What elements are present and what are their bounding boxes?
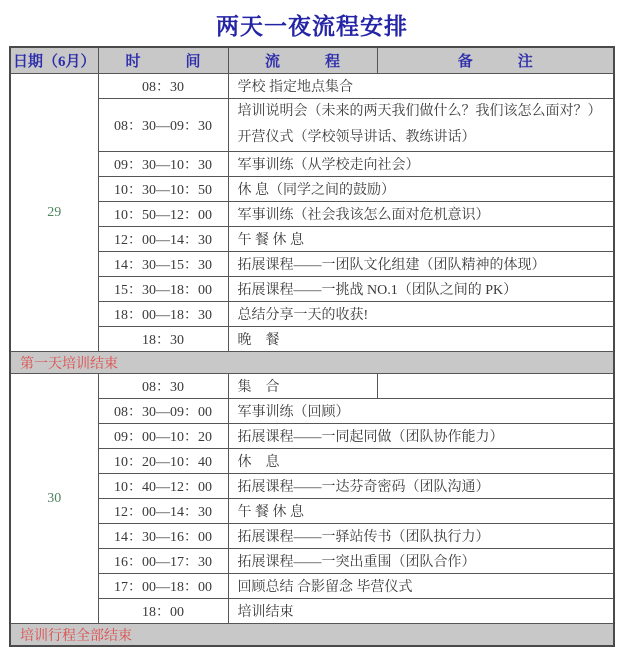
process-cell: 午 餐 休 息: [228, 499, 614, 524]
time-cell: 15：30—18：00: [98, 277, 228, 302]
time-cell: 17：00—18：00: [98, 574, 228, 599]
process-cell: 拓展课程——一驿站传书（团队执行力）: [228, 524, 614, 549]
process-cell: 军事训练（从学校走向社会）: [228, 152, 614, 177]
header-time: 时 间: [98, 47, 228, 74]
time-cell: 10：50—12：00: [98, 202, 228, 227]
time-cell: 09：00—10：20: [98, 424, 228, 449]
schedule-row: [10, 327, 614, 352]
date-cell-day2: 30: [10, 374, 98, 624]
time-cell: 08：30: [98, 74, 228, 99]
band-text: 培训行程全部结束: [10, 624, 614, 647]
process-cell: 培训结束: [228, 599, 614, 624]
process-line-1: 培训说明会（未来的两天我们做什么？我们该怎么面对？）: [237, 104, 602, 119]
schedule-table: [9, 46, 615, 647]
time-cell: 12：00—14：30: [98, 499, 228, 524]
schedule-row: [10, 74, 614, 99]
header-date: 日期（6月）: [10, 47, 98, 74]
day1-end-band: [10, 352, 614, 374]
band-text: 第一天培训结束: [10, 352, 614, 374]
time-cell: 14：30—15：30: [98, 252, 228, 277]
page-title: 两天一夜流程安排: [216, 14, 408, 39]
schedule-row: [10, 302, 614, 327]
time-cell: 10：40—12：00: [98, 474, 228, 499]
process-cell: 拓展课程——一同起同做（团队协作能力）: [228, 424, 614, 449]
schedule-row: [10, 374, 614, 399]
note-cell: [377, 374, 614, 399]
process-cell: 休 息: [228, 449, 614, 474]
schedule-row: [10, 99, 614, 152]
process-cell: 回顾总结 合影留念 毕营仪式: [228, 574, 614, 599]
schedule-row: [10, 549, 614, 574]
process-cell: 学校 指定地点集合: [228, 74, 614, 99]
schedule-row: [10, 599, 614, 624]
process-cell: 晚 餐: [228, 327, 614, 352]
time-cell: 18：00: [98, 599, 228, 624]
process-cell: 军事训练（社会我该怎么面对危机意识）: [228, 202, 614, 227]
process-cell: 拓展课程——一挑战 NO.1（团队之间的 PK）: [228, 277, 614, 302]
process-cell: 休 息（同学之间的鼓励）: [228, 177, 614, 202]
header-row: [10, 47, 614, 74]
time-cell: 09：30—10：30: [98, 152, 228, 177]
schedule-row: [10, 152, 614, 177]
process-cell: 总结分享一天的收获!: [228, 302, 614, 327]
time-cell: 10：20—10：40: [98, 449, 228, 474]
time-cell: 18：00—18：30: [98, 302, 228, 327]
process-cell: 午 餐 休 息: [228, 227, 614, 252]
time-cell: 18：30: [98, 327, 228, 352]
schedule-row: [10, 177, 614, 202]
schedule-row: [10, 399, 614, 424]
day2-end-band: [10, 624, 614, 647]
process-cell: [228, 99, 614, 152]
process-line-2: 开营仪式（学校领导讲话、教练讲话）: [237, 130, 476, 145]
schedule-row: [10, 449, 614, 474]
schedule-row: [10, 499, 614, 524]
time-cell: 12：00—14：30: [98, 227, 228, 252]
date-cell-day1: 29: [10, 74, 98, 352]
schedule-row: [10, 202, 614, 227]
process-cell: 军事训练（回顾）: [228, 399, 614, 424]
schedule-row: [10, 227, 614, 252]
time-cell: 08：30—09：00: [98, 399, 228, 424]
schedule-row: [10, 524, 614, 549]
time-cell: 16：00—17：30: [98, 549, 228, 574]
header-process: 流 程: [228, 47, 377, 74]
process-cell: 拓展课程——一达芬奇密码（团队沟通）: [228, 474, 614, 499]
process-cell: 集 合: [228, 374, 377, 399]
time-cell: 08：30—09：30: [98, 99, 228, 152]
time-cell: 10：30—10：50: [98, 177, 228, 202]
time-cell: 08：30: [98, 374, 228, 399]
schedule-row: [10, 474, 614, 499]
time-cell: 14：30—16：00: [98, 524, 228, 549]
process-cell: 拓展课程——一团队文化组建（团队精神的体现）: [228, 252, 614, 277]
schedule-row: [10, 252, 614, 277]
schedule-row: [10, 277, 614, 302]
schedule-row: [10, 574, 614, 599]
schedule-row: [10, 424, 614, 449]
process-cell: 拓展课程——一突出重围（团队合作）: [228, 549, 614, 574]
header-note: 备 注: [377, 47, 614, 74]
